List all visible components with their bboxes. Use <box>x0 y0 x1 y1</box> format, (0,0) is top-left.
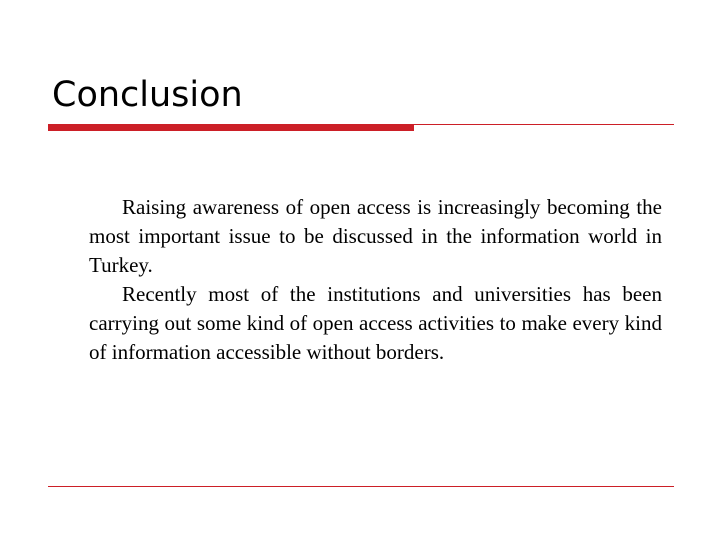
footer-divider <box>48 486 674 487</box>
slide-body <box>89 193 662 367</box>
title-underline-thick <box>48 124 414 131</box>
body-paragraph-2: Recently most of the institutions and universities has been carrying out some kind of open access activities to make every kind of information accessible without borders. <box>89 282 662 364</box>
body-paragraph-1: Raising awareness of open access is increasingly becoming the most important issue to be discussed in the information world in Turkey. <box>89 195 662 277</box>
slide-title: Conclusion <box>52 75 243 115</box>
title-underline-thin <box>414 124 674 125</box>
